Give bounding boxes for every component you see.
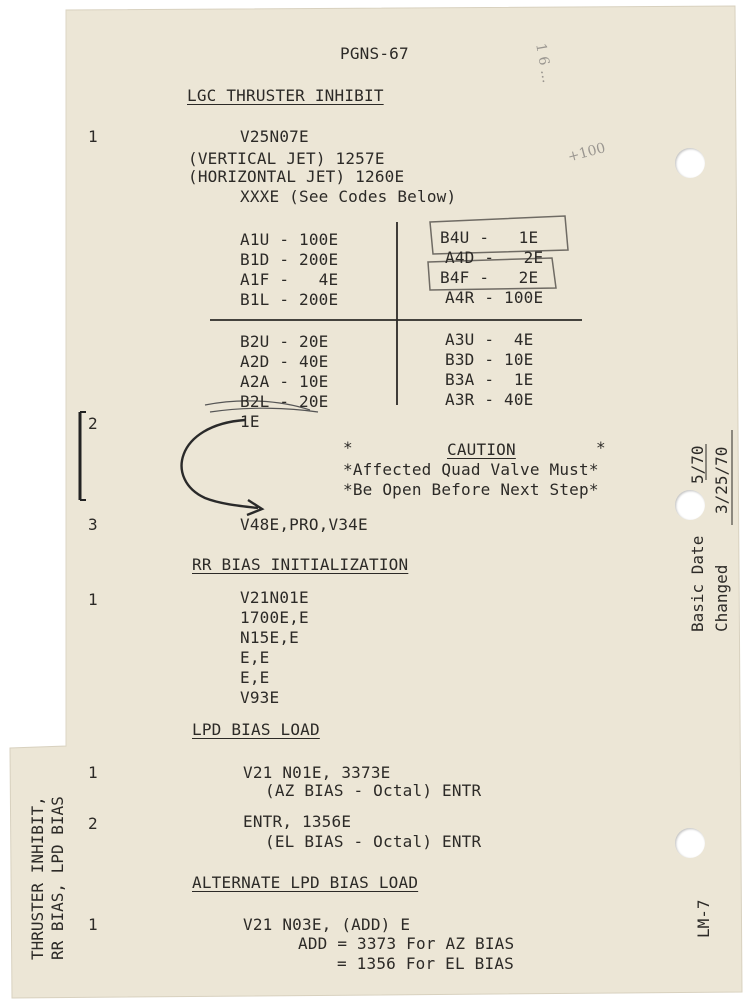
code-entry: A2A - 10E [240,372,329,391]
instruction-line: = 1356 For EL BIAS [337,954,514,973]
code-entry: B2L - 20E [240,392,329,411]
code-entry: A1F - 4E [240,270,339,289]
instruction-line: E,E [240,648,270,667]
tab-label-line2: RR BIAS, LPD BIAS [48,796,67,960]
code-entry: A2D - 40E [240,352,329,371]
code-entry: B4U - 1E [440,228,539,247]
instruction-line: (AZ BIAS - Octal) ENTR [265,781,482,800]
caution-star: * [343,438,353,457]
section-heading-lpd-bias: LPD BIAS LOAD [192,720,320,739]
basic-date-value: 5/70 [688,445,707,484]
instruction-line: ADD = 3373 For AZ BIAS [298,934,515,953]
instruction-line: (EL BIAS - Octal) ENTR [265,832,482,851]
step-number: 1 [88,915,98,934]
code-entry: B1L - 200E [240,290,339,309]
instruction-line: V21 N03E, (ADD) E [243,915,411,934]
code-entry: A4R - 100E [445,288,544,307]
code-entry: A4D - 2E [445,248,544,267]
step-number: 2 [88,414,98,433]
code-entry: A1U - 100E [240,230,339,249]
step-number: 3 [88,515,98,534]
basic-date-label: Basic Date [688,535,707,632]
tab-label-line1: THRUSTER INHIBIT, [28,796,47,960]
instruction-line: V48E,PRO,V34E [240,515,368,534]
pencil-note-top: 1 6 ... [532,42,555,85]
caution-text: *Be Open Before Next Step* [343,480,599,499]
code-entry: B4F - 2E [440,268,539,287]
code-entry: B3D - 10E [445,350,534,369]
changed-date-value: 3/25/70 [712,446,731,514]
caution-text: *Affected Quad Valve Must* [343,460,599,479]
punch-hole-2 [675,490,705,520]
changed-date-label: Changed [712,564,731,632]
instruction-line: ENTR, 1356E [243,812,352,831]
instruction-line: (HORIZONTAL JET) 1260E [188,167,405,186]
instruction-line: V93E [240,688,280,707]
step-number: 1 [88,763,98,782]
instruction-line: 1700E,E [240,608,309,627]
instruction-line: V21 N01E, 3373E [243,763,391,782]
instruction-line: 1E [240,412,260,431]
instruction-line: V25N07E [240,127,309,146]
instruction-line: V21N01E [240,588,309,607]
punch-hole-3 [675,828,705,858]
pencil-note-side: +100 [566,140,608,166]
instruction-line: (VERTICAL JET) 1257E [188,149,385,168]
instruction-line: N15E,E [240,628,299,647]
section-heading-alt-lpd: ALTERNATE LPD BIAS LOAD [192,873,419,892]
code-entry: B3A - 1E [445,370,534,389]
caution-star: * [596,438,606,457]
step-number: 2 [88,814,98,833]
code-entry: A3R - 40E [445,390,534,409]
code-entry: B1D - 200E [240,250,339,269]
section-heading-thruster: LGC THRUSTER INHIBIT [187,86,384,105]
step-number: 1 [88,590,98,609]
punch-hole-1 [675,148,705,178]
code-entry: A3U - 4E [445,330,534,349]
page-title: PGNS-67 [340,44,409,63]
instruction-line: XXXE (See Codes Below) [240,187,457,206]
code-entry: B2U - 20E [240,332,329,351]
step-number: 1 [88,127,98,146]
page-id: LM-7 [694,899,713,938]
caution-title: CAUTION [447,440,516,459]
instruction-line: E,E [240,668,270,687]
section-heading-rr-bias: RR BIAS INITIALIZATION [192,555,409,574]
